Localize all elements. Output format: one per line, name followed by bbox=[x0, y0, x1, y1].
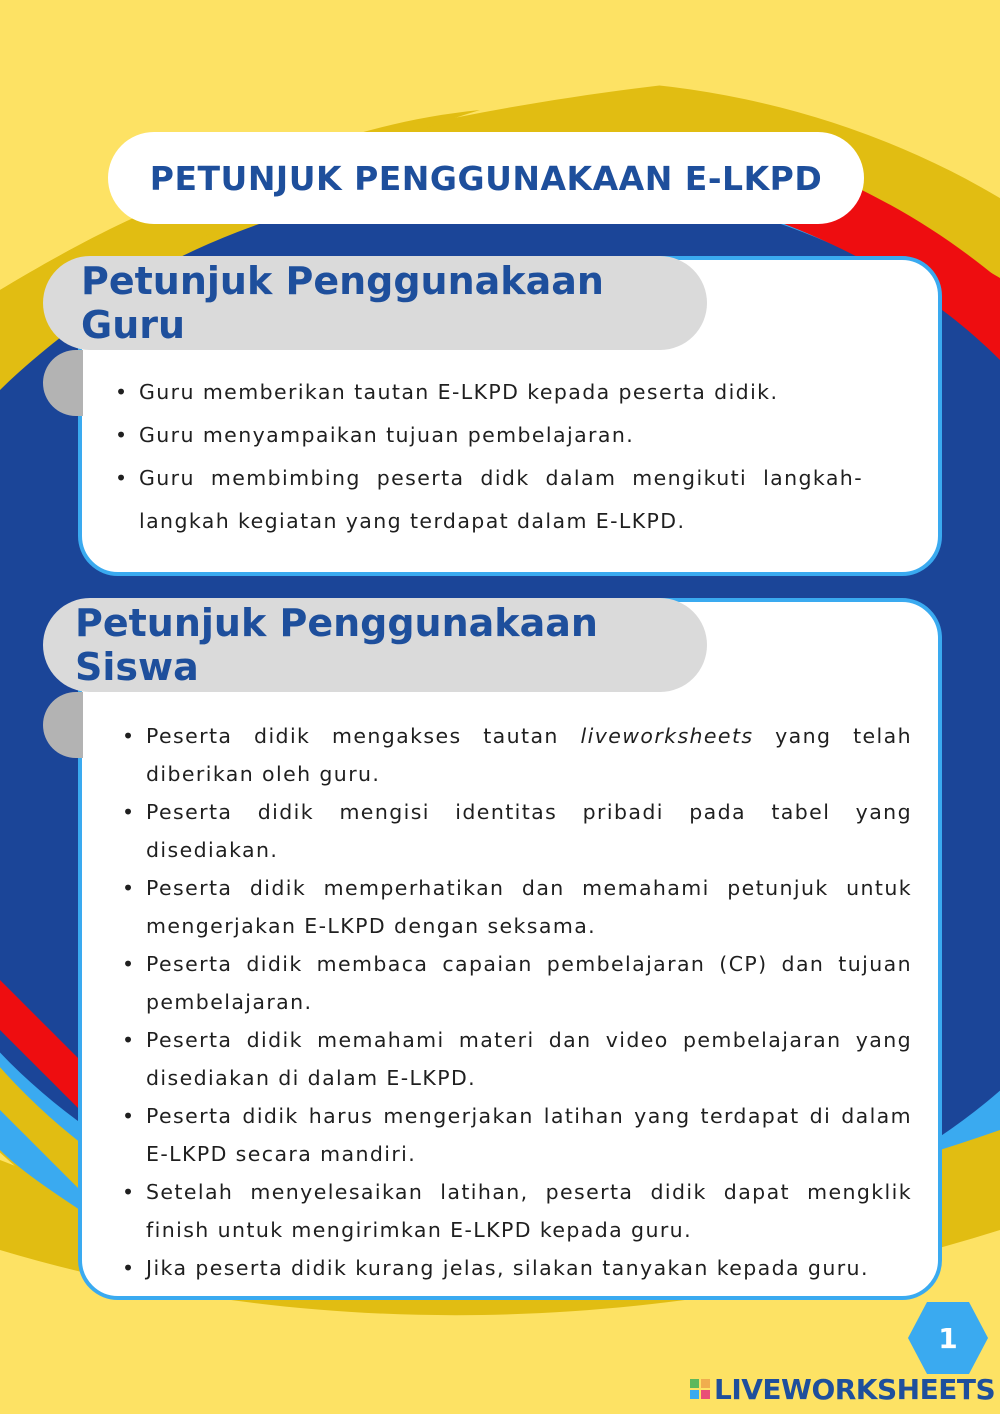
list-item: • Peserta didik memperhatikan dan memahami petunjuk untuk mengerjakan E-LKPD dengan seksama. bbox=[146, 869, 912, 945]
item-text: yang telah diberikan oleh guru. bbox=[146, 724, 912, 786]
item-italic-text: liveworksheets bbox=[580, 724, 754, 748]
list-item: • Jika peserta didik kurang jelas, silakan tanyakan kepada guru. bbox=[146, 1249, 912, 1287]
list-item: • Setelah menyelesaikan latihan, peserta didik dapat mengklik finish untuk mengirimkan E-LKPD kepada guru. bbox=[146, 1173, 912, 1249]
list-item: • Peserta didik memahami materi dan video pembelajaran yang disediakan di dalam E-LKPD. bbox=[146, 1021, 912, 1097]
guru-instructions-list bbox=[139, 371, 863, 543]
footer-brand: LIVEWORKSHEETS bbox=[714, 1372, 996, 1406]
list-item: • Peserta didik harus mengerjakan latihan yang terdapat di dalam E-LKPD secara mandiri. bbox=[146, 1097, 912, 1173]
guru-heading: Petunjuk Penggunakaan Guru bbox=[81, 259, 604, 347]
logo-blocks-icon bbox=[690, 1379, 710, 1399]
liveworksheets-logo bbox=[690, 1372, 995, 1406]
page-title: PETUNJUK PENGGUNAKAAN E-LKPD bbox=[149, 158, 823, 198]
page-title-pill bbox=[108, 132, 864, 224]
siswa-instructions-list bbox=[146, 717, 912, 1287]
list-item: • Guru memberikan tautan E-LKPD kepada peserta didik. bbox=[139, 371, 863, 414]
page-number: 1 bbox=[938, 1321, 958, 1355]
list-item: • Peserta didik mengisi identitas pribadi pada tabel yang disediakan. bbox=[146, 793, 912, 869]
siswa-heading: Petunjuk Penggunakaan Siswa bbox=[75, 601, 598, 689]
list-item bbox=[146, 717, 912, 793]
siswa-heading-tab bbox=[43, 598, 707, 692]
list-item: • Guru membimbing peserta didk dalam mengikuti langkah-langkah kegiatan yang terdapat dalam E-LKPD. bbox=[139, 457, 863, 543]
item-text: Peserta didik mengakses tautan bbox=[146, 724, 581, 748]
list-item: • Guru menyampaikan tujuan pembelajaran. bbox=[139, 414, 863, 457]
guru-heading-tab bbox=[43, 256, 707, 350]
list-item: • Peserta didik membaca capaian pembelajaran (CP) dan tujuan pembelajaran. bbox=[146, 945, 912, 1021]
